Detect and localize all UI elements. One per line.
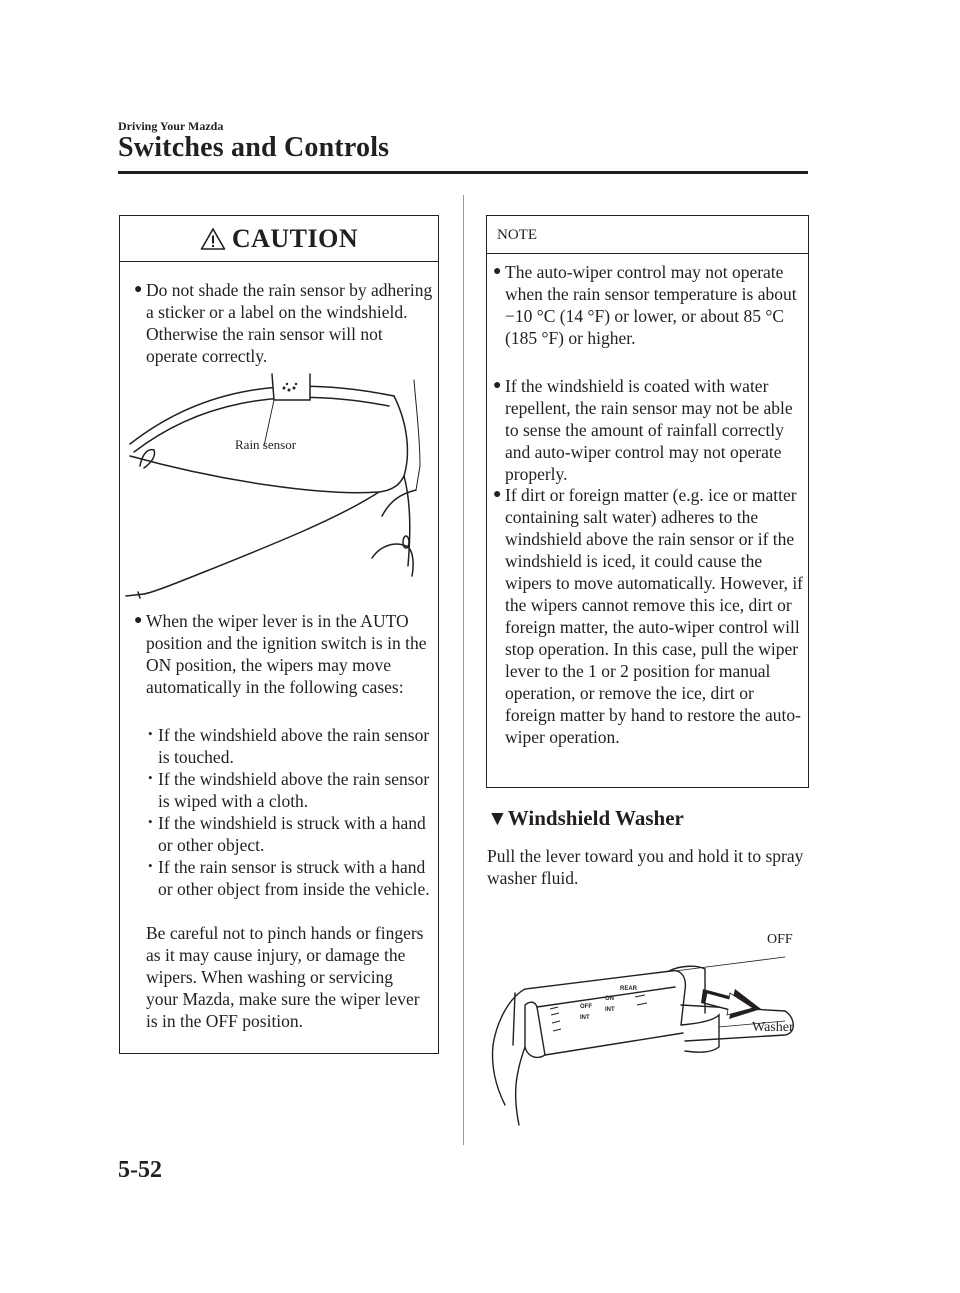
lever-label-int: INT <box>580 1015 590 1021</box>
washer-heading: ▼Windshield Washer <box>487 806 684 830</box>
note-box <box>486 215 809 788</box>
case-item-1: • If the windshield above the rain sensor is touched. <box>148 725 430 767</box>
triangle-marker-icon: ▼ <box>487 806 508 830</box>
column-divider <box>463 195 464 1145</box>
caution-box <box>119 215 439 1054</box>
lever-label-int2: INT <box>605 1007 615 1013</box>
page-number: 5-52 <box>118 1157 162 1183</box>
lever-label-on: ON <box>605 996 614 1002</box>
case-item-3: • If the windshield is struck with a hand or other object. <box>148 813 426 855</box>
case-item-4: • If the rain sensor is struck with a hand or other object from inside the vehicle. <box>148 857 430 899</box>
washer-text: Pull the lever toward you and hold it to spray washer fluid. <box>487 846 804 888</box>
washer-label: Washer <box>752 1020 794 1035</box>
note-bullet-3: ● If dirt or foreign matter (e.g. ice or matter containing salt water) adheres to the windshield above the rain sensor or if the windshield is iced, it could cause the wipers to move automatically. However, if the wipers cannot remove this ice, dirt or foreign matter, the auto-wiper control will stop operation. In this case, pull the wiper lever to the 1 or 2 position for manual operation, or remove the ice, dirt or foreign matter by hand to restore the auto-wiper operation. <box>493 485 804 747</box>
note-bullet-1: ● The auto-wiper control may not operate when the rain sensor temperature is about −10 °C (14 °F) or lower, or about 85 °C (185 °F) or higher. <box>493 262 797 348</box>
caution-title: CAUTION <box>231 223 359 253</box>
windshield-illustration <box>124 366 424 601</box>
section-label: Driving Your Mazda <box>118 119 224 133</box>
caution-bullet-2: ● When the wiper lever is in the AUTO position and the ignition switch is in the ON position, the wipers may move automatically in the following cases: <box>134 611 427 697</box>
off-label: OFF <box>767 932 793 947</box>
rain-sensor-label: Rain sensor <box>235 437 297 452</box>
title-rule <box>118 171 808 174</box>
lever-label-off: OFF <box>580 1004 592 1010</box>
caution-header <box>120 216 438 262</box>
caution-closing: Be careful not to pinch hands or fingers as it may cause injury, or damage the wipers. When washing or servicing your Mazda, make sure the wiper lever is in the OFF position. <box>146 923 424 1031</box>
note-title: NOTE <box>487 216 808 254</box>
lever-label-rear: REAR <box>620 986 638 992</box>
page-title: Switches and Controls <box>118 132 390 163</box>
warning-icon <box>200 227 226 251</box>
case-item-2: • If the windshield above the rain sensor is wiped with a cloth. <box>148 769 430 811</box>
caution-bullet-1: ● Do not shade the rain sensor by adhering a sticker or a label on the windshield. Otherwise the rain sensor will not operate correctly. <box>134 280 433 366</box>
note-bullet-2: ● If the windshield is coated with water repellent, the rain sensor may not be able to sense the amount of rainfall correctly and auto-wiper control may not operate properly. <box>493 376 793 484</box>
